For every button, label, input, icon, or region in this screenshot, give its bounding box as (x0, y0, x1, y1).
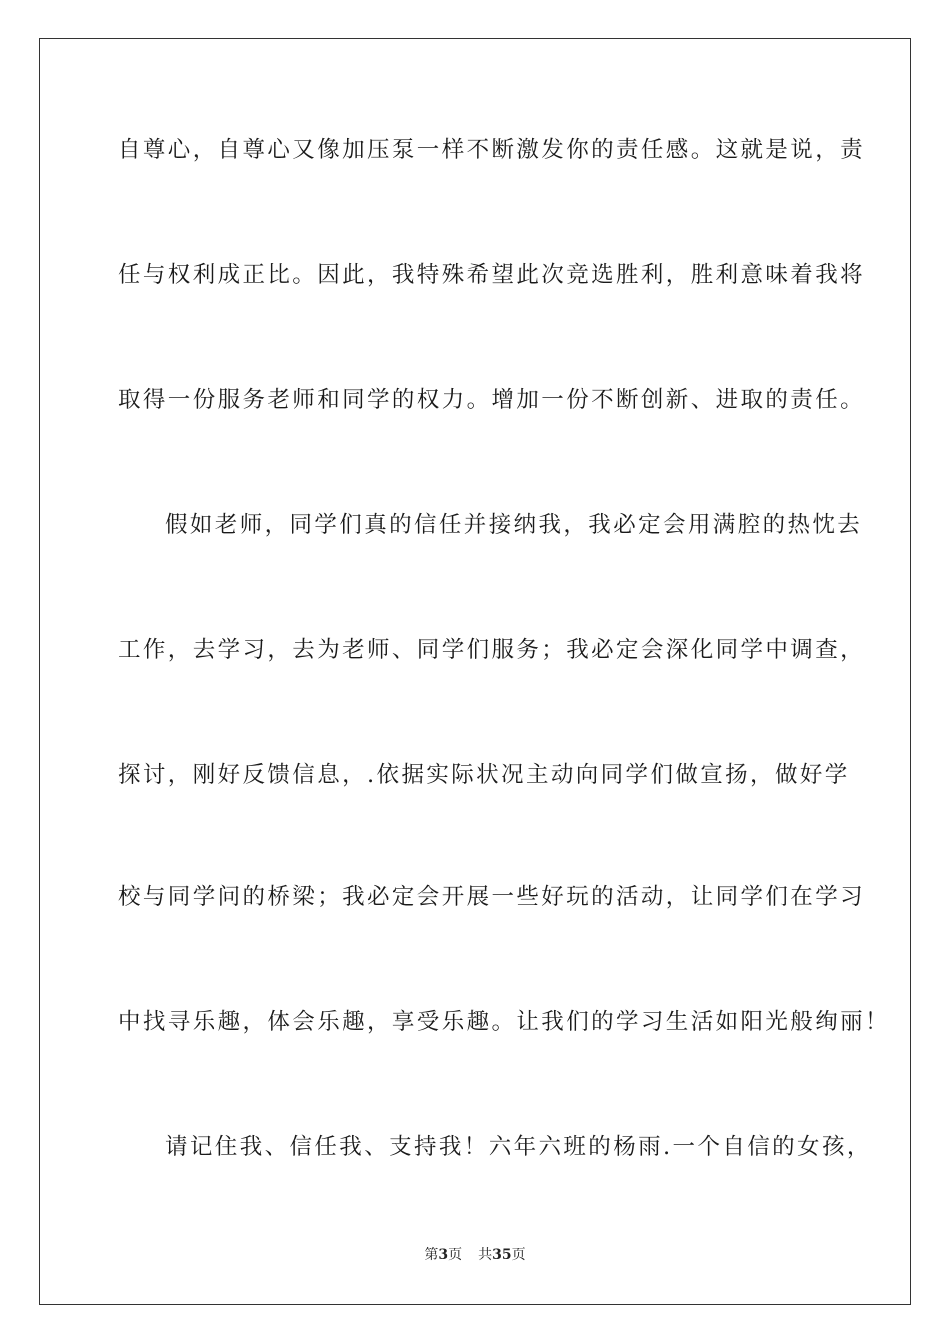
body-line-3: 取得一份服务老师和同学的权力。增加一份不断创新、进取的责任。 (118, 387, 866, 413)
body-line-9: 请记住我、信任我、支持我！六年六班的杨雨.一个自信的女孩， (165, 1134, 872, 1160)
footer-page-suffix: 页 (448, 1247, 463, 1263)
body-line-8: 中找寻乐趣，体会乐趣，享受乐趣。让我们的学习生活如阳光般绚丽！ (118, 1009, 890, 1035)
page-border (39, 38, 911, 1305)
body-line-4: 假如老师，同学们真的信任并接纳我，我必定会用满腔的热忱去 (165, 512, 863, 538)
body-line-6: 探讨，刚好反馈信息，.依据实际状况主动向同学们做宣扬，做好学 (118, 762, 850, 788)
footer-prefix: 第 (424, 1247, 439, 1263)
footer-total-prefix: 共 (478, 1247, 493, 1263)
footer-page-number: 3 (438, 1247, 449, 1263)
body-line-2: 任与权利成正比。因此，我特殊希望此次竞选胜利，胜利意味着我将 (118, 262, 866, 288)
footer-total-pages: 35 (492, 1247, 512, 1263)
body-line-7: 校与同学问的桥梁；我必定会开展一些好玩的活动，让同学们在学习 (118, 884, 866, 910)
footer-total-suffix: 页 (511, 1247, 526, 1263)
body-line-1: 自尊心，自尊心又像加压泵一样不断激发你的责任感。这就是说，责 (118, 137, 866, 163)
body-line-5: 工作，去学习，去为老师、同学们服务；我必定会深化同学中调查， (118, 637, 866, 663)
page-footer (0, 1246, 950, 1264)
